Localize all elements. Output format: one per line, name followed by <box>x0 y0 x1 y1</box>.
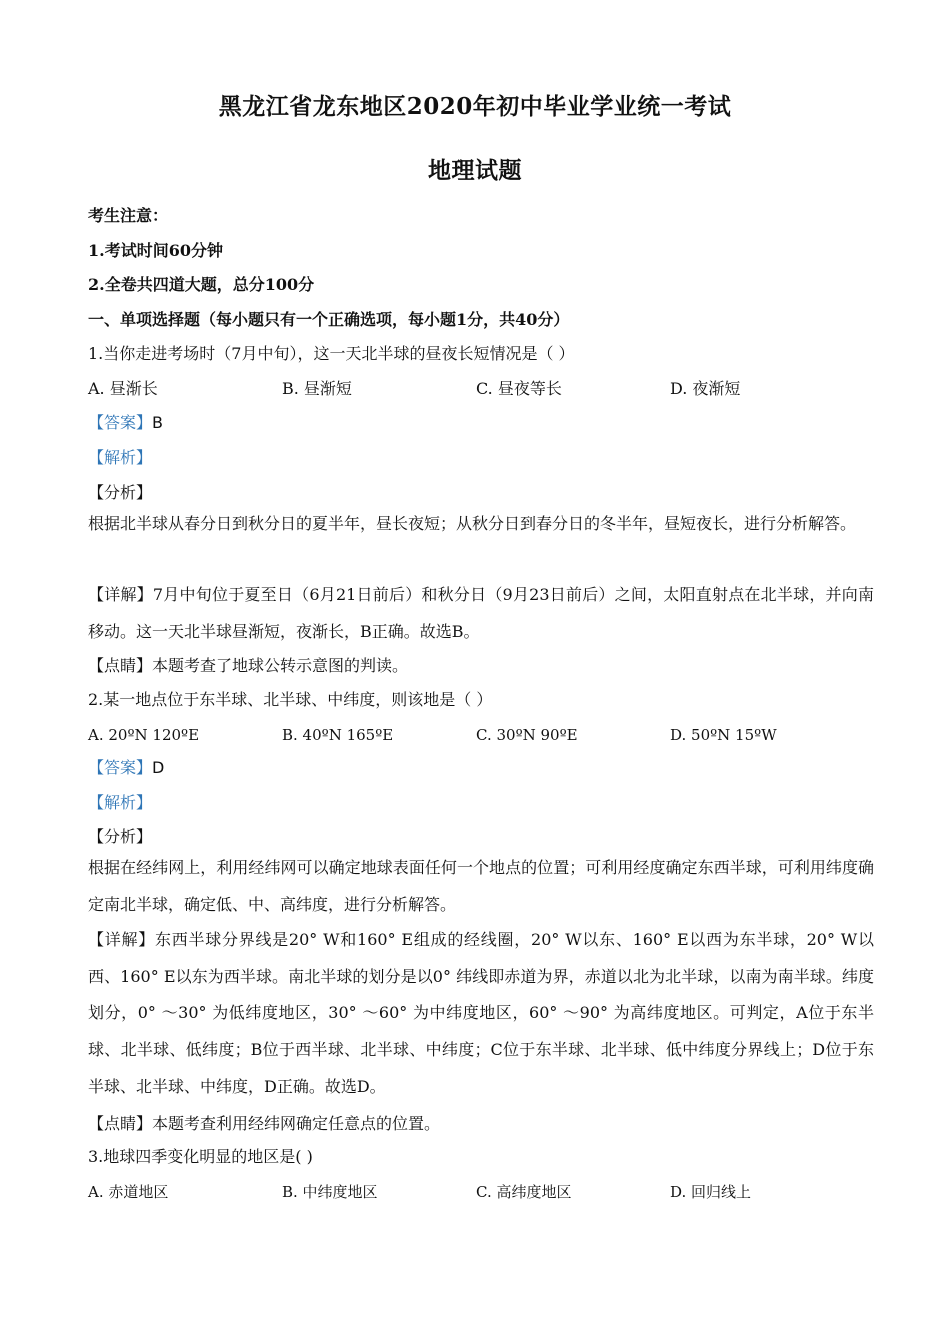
comment-text: 本题考查了地球公转示意图的判读。 <box>152 656 409 675</box>
comment-text: 本题考查利用经纬网确定任意点的位置。 <box>152 1114 441 1133</box>
q2-fenxi-tag: 【分析】 <box>88 827 153 846</box>
detail-tag: 【详解】 <box>88 930 155 949</box>
answer-value: D <box>152 758 165 777</box>
q2-comment <box>88 1113 878 1135</box>
q3-option-b: B. 中纬度地区 <box>282 1183 378 1201</box>
q1-comment <box>88 655 878 677</box>
section-1-heading: 一、单项选择题（每小题只有一个正确选项，每小题1分，共40分） <box>88 310 570 329</box>
q2-answer <box>88 757 878 779</box>
q1-option-a: A. 昼渐长 <box>88 379 158 398</box>
q1-detail <box>88 577 874 650</box>
notice-heading: 考生注意： <box>88 206 169 225</box>
q1-option-d: D. 夜渐短 <box>670 379 741 398</box>
notice-item-1: 1.考试时间60分钟 <box>88 241 223 260</box>
q2-stem: 2.某一地点位于东半球、北半球、中纬度，则该地是（ ） <box>88 690 493 709</box>
comment-tag: 【点睛】 <box>88 656 153 675</box>
q2-detail <box>88 922 874 1106</box>
q2-fenxi-text: 根据在经纬网上，利用经纬网可以确定地球表面任何一个地点的位置；可利用经度确定东西半球，可利用纬度确定南北半球，确定低、中、高纬度，进行分析解答。 <box>88 858 874 914</box>
q2-analysis-tag: 【解析】 <box>88 793 153 812</box>
detail-tag: 【详解】 <box>88 585 153 604</box>
exam-subtitle: 地理试题 <box>428 157 522 184</box>
answer-tag: 【答案】 <box>88 758 153 777</box>
notice-item-2: 2.全卷共四道大题，总分100分 <box>88 275 315 294</box>
q3-option-a: A. 赤道地区 <box>88 1183 169 1201</box>
q1-stem: 1.当你走进考场时（7月中旬），这一天北半球的昼夜长短情况是（ ） <box>88 344 575 363</box>
q1-analysis-tag: 【解析】 <box>88 448 153 467</box>
q1-option-b: B. 昼渐短 <box>282 379 352 398</box>
detail-text: 7月中旬位于夏至日（6月21日前后）和秋分日（9月23日前后）之间，太阳直射点在北半球，并向南移动。这一天北半球昼渐短，夜渐长，B正确。故选B。 <box>88 585 874 641</box>
q3-option-d: D. 回归线上 <box>670 1183 752 1201</box>
q2-option-d: D. 50ºN 15ºW <box>670 726 777 744</box>
detail-text: 东西半球分界线是20° W和160° E组成的经线圈，20° W以东、160° E以西为东半球，20° W以西、160° E以东为西半球。南北半球的划分是以0° 纬线即赤道为界，赤道以北为北半球，以南为南半球。纬度划分，0° ～30° 为低纬度地区，30° ～60° 为中纬度地区，60° ～90° 为高纬度地区。可判定，A位于东半球、北半球、低纬度；B位于西半球、北半球、中纬度；C位于东半球、北半球、低中纬度分界线上；D位于东半球、北半球、中纬度，D正确。故选D。 <box>88 930 874 1096</box>
q2-option-b: B. 40ºN 165ºE <box>282 726 394 744</box>
answer-tag: 【答案】 <box>88 413 153 432</box>
q1-fenxi-tag: 【分析】 <box>88 483 153 502</box>
comment-tag: 【点睛】 <box>88 1114 153 1133</box>
q1-answer <box>88 412 878 434</box>
q3-option-c: C. 高纬度地区 <box>476 1183 572 1201</box>
q3-stem: 3.地球四季变化明显的地区是( ) <box>88 1147 313 1166</box>
q1-fenxi-text: 根据北半球从春分日到秋分日的夏半年，昼长夜短；从秋分日到春分日的冬半年，昼短夜长，进行分析解答。 <box>88 514 857 533</box>
exam-title: 黑龙江省龙东地区2020年初中毕业学业统一考试 <box>218 93 732 120</box>
q2-option-a: A. 20ºN 120ºE <box>88 726 200 744</box>
q1-option-c: C. 昼夜等长 <box>476 379 562 398</box>
q2-option-c: C. 30ºN 90ºE <box>476 726 578 744</box>
answer-value: B <box>152 413 163 432</box>
